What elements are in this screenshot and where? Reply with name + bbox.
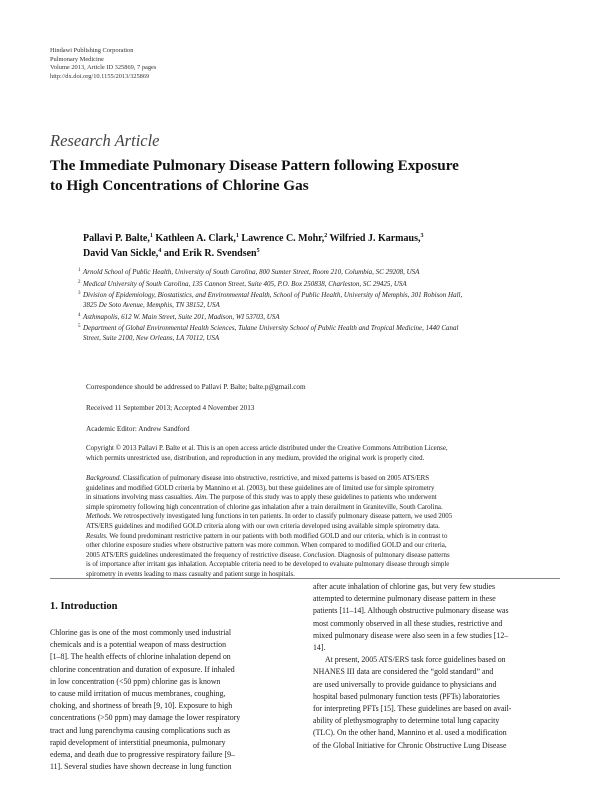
affiliation-text: Asthmapolis, 612 W. Main Street, Suite 201, Madison, WI 53703, USA [83, 312, 280, 321]
affiliation-text: Street, Suite 2100, New Orleans, LA 70112, USA [83, 334, 220, 343]
author-affiliation-mark: 3 [420, 233, 424, 239]
author-affiliation-mark: 5 [256, 248, 260, 254]
body-line: (TLC). On the other hand, Mannino et al. used a modification [313, 728, 507, 738]
affiliation-number: 2 [78, 279, 81, 285]
correspondence-line: Correspondence should be addressed to Pallavi P. Balte; balte.p@gmail.com [86, 383, 306, 391]
affiliation-text: Arnold School of Public Health, University of South Carolina, 800 Sumter Street, Room 210, Columbia, SC 29208, USA [83, 268, 420, 276]
section-divider [50, 578, 560, 579]
body-line: choking, and shortness of breath [9, 10]. Exposure to high [50, 701, 233, 711]
title-line: to High Concentrations of Chlorine Gas [50, 177, 309, 194]
body-line: for interpreting PFTs [15]. These guidelines are based on avail- [313, 704, 512, 714]
affiliation-number: 3 [78, 291, 81, 297]
body-line: are used universally to provide guidance to physicians and [313, 679, 497, 689]
publisher-line: Hindawi Publishing Corporation [50, 47, 134, 54]
abstract-line: simple spirometry following high concentration of chlorine gas inhalation after a train derailment in Graniteville, South Carolina. [86, 503, 443, 511]
journal-name: Pulmonary Medicine [50, 55, 104, 63]
affiliation-text: Department of Global Environmental Health Sciences, Tulane University School of Public Health and Tropical Medicine, 1440 Canal [83, 324, 459, 333]
author-affiliation-mark: 2 [324, 233, 328, 239]
body-line: of the Global Initiative for Chronic Obstructive Lung Disease [313, 740, 507, 750]
body-line: patients [11–14]. Although obstructive pulmonary disease was [313, 606, 509, 616]
author-name: Wilfried J. Karmaus, [329, 233, 421, 244]
affiliation-text: Medical University of South Carolina, 135 Cannon Street, Suite 405, P.O. Box 250838, Charleston, SC 29425, USA [83, 279, 407, 288]
author-name: and Erik R. Svendsen [163, 248, 257, 259]
body-line: in low concentration (<50 ppm) chlorine gas is known [50, 676, 221, 686]
copyright-line: Copyright © 2013 Pallavi P. Balte et al. This is an open access article distributed under the Creative Commons Attribution License, [86, 445, 448, 452]
abstract [86, 474, 556, 580]
abstract-line: guidelines and modified GOLD criteria by Mannino et al. (2003), but these guidelines are of limited use for simple spirometry [86, 484, 435, 492]
abstract-results-label: Results. [86, 532, 108, 540]
affiliation-number: 1 [78, 268, 81, 273]
author-line [83, 246, 563, 261]
body-line: chlorine concentration and duration of exposure. If inhaled [50, 664, 235, 674]
author-line [83, 231, 563, 246]
paper-title [50, 156, 560, 196]
body-line: edema, and death due to progressive respiratory failure [9– [50, 750, 235, 760]
body-line: tract and lung parenchyma causing complications such as [50, 725, 231, 735]
affiliation-list [78, 267, 555, 345]
body-line: concentrations (>50 ppm) may damage the lower respiratory [50, 713, 241, 723]
abstract-line: is of importance after irritant gas inhalation. Acceptable criteria need to be developed to evaluate pulmonary disease through simple [86, 561, 450, 569]
abstract-line: spirometry in events leading to mass casualty and patient surge in hospitals. [86, 570, 295, 578]
body-column-right [313, 581, 561, 752]
copyright-line: which permits unrestricted use, distribution, and reproduction in any medium, provided the original work is properly cited. [86, 454, 425, 462]
body-line: rapid development of interstitial pneumonia, pulmonary [50, 737, 226, 747]
abstract-line: ATS/ERS guidelines and modified GOLD criteria along with our own criteria developed using available simple spirometry data. [86, 522, 440, 530]
body-line: chemicals and is a potential weapon of mass destruction [50, 640, 226, 650]
body-column-left [50, 627, 296, 773]
abstract-line: Background. Classification of pulmonary disease into obstructive, restrictive, and mixed patterns is based on 2005 ATS/ERS [86, 475, 430, 482]
author-name: Lawrence C. Mohr, [241, 233, 325, 244]
author-name: Kathleen A. Clark, [155, 233, 236, 244]
affiliation [78, 267, 555, 277]
affiliation [78, 290, 555, 310]
author-name: David Van Sickle, [83, 248, 159, 259]
body-line: mixed pulmonary disease were also seen in a few studies [12– [313, 630, 509, 640]
body-line: attempted to determine pulmonary disease pattern in these [313, 594, 496, 604]
body-line: to cause mild irritation of mucus membranes, coughing, [50, 689, 226, 699]
author-affiliation-mark: 1 [149, 233, 153, 239]
abstract-background-label: Background. [86, 475, 122, 482]
author-affiliation-mark: 4 [158, 248, 162, 254]
body-line: At present, 2005 ATS/ERS task force guidelines based on [325, 655, 506, 665]
received-date: Received 11 September 2013; Accepted 4 November 2013 [86, 404, 255, 412]
copyright-notice [86, 444, 556, 463]
body-line: [1–8]. The health effects of chlorine inhalation depend on [50, 652, 231, 662]
affiliation [78, 323, 555, 343]
abstract-line: 2005 ATS/ERS guidelines underestimated the frequency of restrictive disease. Conclusion. Diagnosis of pulmonary disease patterns [86, 551, 450, 559]
author-list [83, 231, 563, 261]
affiliation-number: 4 [78, 312, 81, 318]
author-affiliation-mark: 1 [235, 233, 239, 239]
body-line: 14]. [313, 643, 326, 653]
body-line: most commonly observed in all these studies, restrictive and [313, 618, 503, 628]
article-type: Research Article [50, 131, 160, 150]
affiliation-text: 3825 De Soto Avenue, Memphis, TN 38152, USA [83, 301, 220, 310]
title-line: The Immediate Pulmonary Disease Pattern following Exposure [50, 157, 459, 174]
author-name: Pallavi P. Balte, [83, 233, 150, 244]
affiliation-number: 5 [78, 324, 81, 330]
academic-editor: Academic Editor: Andrew Sandford [86, 425, 190, 433]
journal-header [50, 47, 156, 81]
volume-line: Volume 2013, Article ID 325869, 7 pages [50, 64, 157, 72]
affiliation-text: Division of Epidemiology, Biostatistics, and Environmental Health, School of Public Health, University of Memphis, 301 Robison Hall, [83, 291, 463, 300]
body-line: 11]. Several studies have shown decrease in lung function [50, 762, 232, 772]
body-line: ability of plethysmography to determine total lung capacity [313, 716, 500, 726]
body-line: Chlorine gas is one of the most commonly used industrial [50, 628, 232, 637]
abstract-line: Results. We found predominant restrictive pattern in our patients with both modified GOLD and our criteria, which is in contrast to [86, 532, 448, 540]
affiliation [78, 312, 555, 322]
abstract-methods-label: Methods. [86, 513, 112, 521]
abstract-line: Methods. We retrospectively investigated lung functions in ten patients. In order to classify pulmonary disease pattern, we used 2005 [86, 513, 453, 521]
abstract-line: other chlorine exposure studies where obstructive pattern was more common. When compared to modified GOLD and our criteria, [86, 542, 447, 550]
body-line: after acute inhalation of chlorine gas, but very few studies [313, 582, 496, 591]
body-line: NHANES III data are considered the “gold standard” and [313, 667, 494, 677]
abstract-line: in situations involving mass casualties. Aim. The purpose of this study was to apply these guidelines to patients who underwent [86, 494, 437, 502]
section-heading: 1. Introduction [50, 601, 118, 612]
doi-link[interactable]: http://dx.doi.org/10.1155/2013/325869 [50, 72, 150, 80]
body-line: hospital based pulmonary function tests (PFTs) laboratories [313, 691, 500, 701]
abstract-aim-label: Aim. [195, 494, 208, 502]
affiliation [78, 279, 555, 289]
abstract-conclusion-label: Conclusion. [303, 551, 337, 559]
